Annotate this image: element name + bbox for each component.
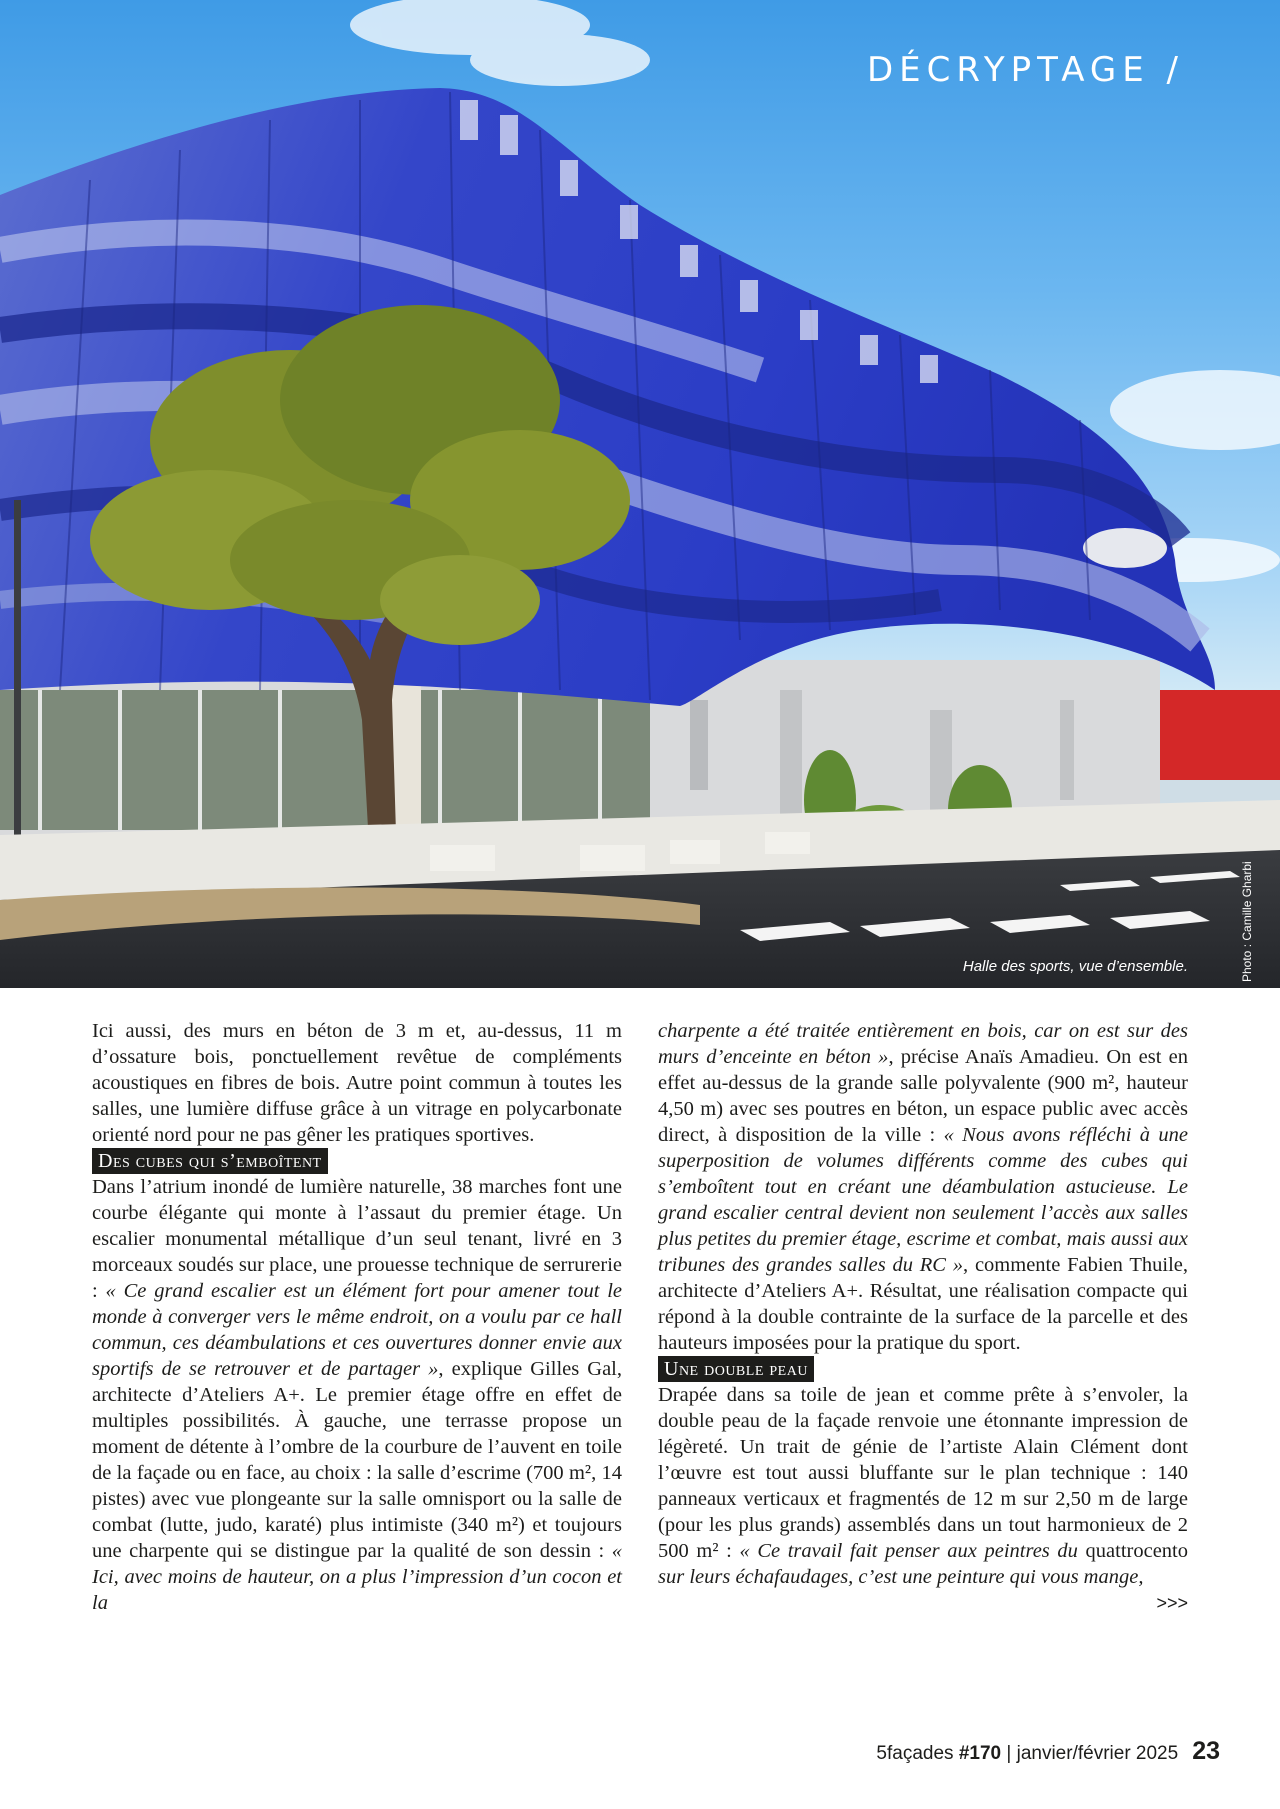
issue-number: #170 <box>958 1743 1002 1764</box>
text-run: Dans l’atrium inondé de lumière naturelle, 38 marches font une courbe élégante qui monte à l’assaut du premier étage. Un escalier monumental métallique d’un seul tenant, livré en 3 morceaux soudés sur place, une prouesse technique de serrurerie : <box>92 1176 622 1302</box>
paragraph <box>92 1174 622 1616</box>
page-footer <box>876 1737 1220 1766</box>
paragraph: Ici aussi, des murs en béton de 3 m et, au-dessus, 11 m d’ossature bois, ponctuellement revêtue de compléments acoustiques en fibres de bois. Autre point commun à toutes les salles, une lumière diffuse grâce à un vitrage en polycarbonate orienté nord pour ne pas gêner les pratiques sportives. <box>92 1020 622 1146</box>
text-run: , précise Anaïs Amadieu. On est en effet au-dessus de la grande salle polyvalente (900 m², hauteur 4,50 m) avec ses poutres en béton, un espace public avec accès direct, à disposition de la ville : <box>658 1046 1188 1146</box>
text-run: Drapée dans sa toile de jean et comme prête à s’envoler, la double peau de la façade renvoie une étonnante impression de légèreté. Un trait de génie de l’artiste Alain Clément dont l’œuvre est tout aussi bluffante sur le plan technique : 140 panneaux verticaux et fragmentés de 12 m sur 2,50 m de large (pour les plus grands) assemblés dans un tout harmonieux de 2 500 m² : <box>658 1384 1188 1562</box>
quote: charpente a été traitée entièrement en bois, car on est sur des murs d’enceinte en béton » <box>658 1020 1188 1068</box>
quote: « Ce grand escalier est un élément fort pour amener tout le monde à converger vers le même endroit, on a voulu par ce hall commun, ces déambulations et ces ouvertures donner envie aux sportifs de se retrouver et de partager » <box>92 1280 623 1380</box>
issue-date: | janvier/février 2025 <box>1001 1743 1179 1764</box>
text-run: quattrocento <box>1077 1540 1188 1562</box>
paragraph <box>658 1018 1188 1356</box>
subheading: Une double peau <box>658 1356 814 1382</box>
photo-caption: Halle des sports, vue d’ensemble. <box>962 958 1188 975</box>
subheading: Des cubes qui s’emboîtent <box>92 1148 328 1174</box>
right-column <box>658 1018 1188 1616</box>
text-run: , commente Fabien Thuile, architecte d’Ateliers A+. Résultat, une réalisation compacte qui répond à la double contrainte de la surface de la parcelle et des hauteurs imposées pour la pratique du sport. <box>658 1254 1189 1354</box>
paragraph <box>658 1382 1188 1590</box>
quote: « Ce travail fait penser aux peintres du <box>739 1540 1078 1562</box>
quote: sur leurs échafaudages, c’est une peinture qui vous mange, <box>658 1566 1144 1588</box>
section-tag: DÉCRYPTAGE / <box>866 50 1184 90</box>
lamp-post <box>14 500 21 890</box>
page-number: 23 <box>1192 1737 1220 1765</box>
quote: « Ici, avec moins de hauteur, on a plus l’impression d’un cocon et la <box>92 1540 622 1614</box>
magazine-name: 5façades <box>876 1743 959 1764</box>
photo-credit: Photo : Camille Gharbi <box>1240 861 1254 982</box>
quote: « Nous avons réfléchi à une superposition de volumes différents comme des cubes qui s’emboîtent tout en créant une déambulation astucieuse. Le grand escalier central devient non seulement l’accès aux salles plus petites du premier étage, escrime et combat, mais aussi aux tribunes des grandes salles du RC » <box>658 1124 1188 1276</box>
continued-marker: >>> <box>1156 1593 1188 1613</box>
text-run: , explique Gilles Gal, architecte d’Ateliers A+. Le premier étage offre en effet de multiples possibilités. À gauche, une terrasse propose un moment de détente à l’ombre de la courbure de l’auvent en toile de la façade ou en face, au choix : la salle d’escrime (700 m², 14 pistes) avec vue plongeante sur la salle omnisport ou la salle de combat (lutte, judo, karaté) plus intimiste (340 m²) et toujours une charpente qui se distingue par la qualité de son dessin : <box>92 1358 623 1562</box>
left-column <box>92 1018 622 1616</box>
